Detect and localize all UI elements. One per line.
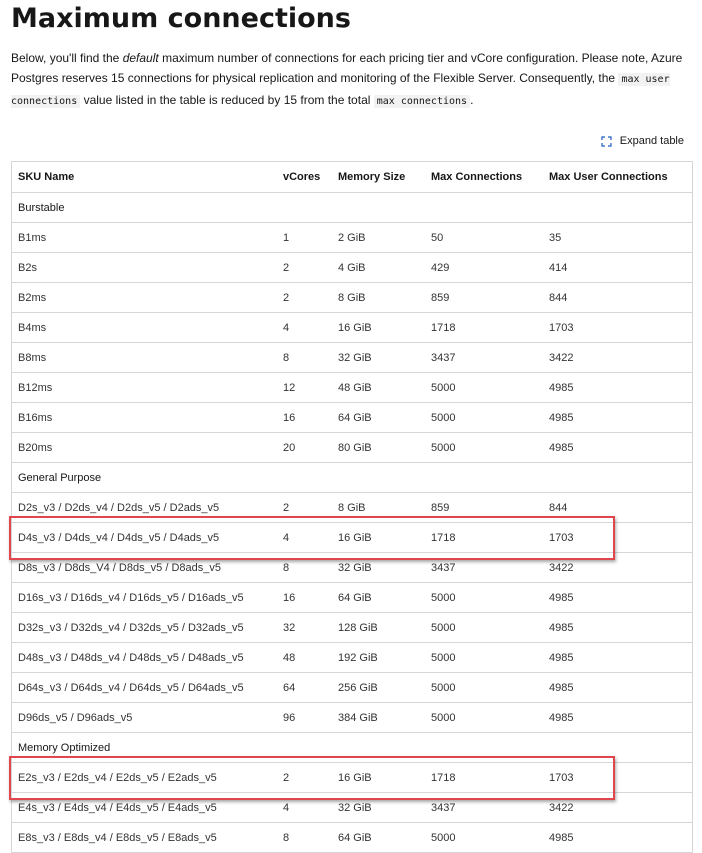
intro-text: . (470, 93, 474, 107)
max-connections-cell: 50 (425, 223, 543, 253)
max-connections-cell: 5000 (425, 823, 543, 853)
sku-name-cell: B1ms (12, 223, 277, 253)
max-user-connections-cell: 844 (543, 493, 692, 523)
sku-name-cell: E2s_v3 / E2ds_v4 / E2ds_v5 / E2ads_v5 (12, 763, 277, 793)
table-row (12, 643, 692, 673)
sku-name-cell: B20ms (12, 433, 277, 463)
vcores-cell: 16 (277, 583, 332, 613)
memory-size-cell: 32 GiB (332, 553, 425, 583)
sku-name-cell: B8ms (12, 343, 277, 373)
max-user-connections-cell: 4985 (543, 433, 692, 463)
vcores-cell: 96 (277, 703, 332, 733)
sku-name-cell: D96ds_v5 / D96ads_v5 (12, 703, 277, 733)
vcores-cell: 8 (277, 343, 332, 373)
memory-size-cell: 16 GiB (332, 523, 425, 553)
max-connections-cell: 5000 (425, 583, 543, 613)
table-row (12, 583, 692, 613)
code-max-connections: max connections (374, 95, 470, 108)
memory-size-cell: 16 GiB (332, 763, 425, 793)
memory-size-cell: 192 GiB (332, 643, 425, 673)
sku-name-cell: D48s_v3 / D48ds_v4 / D48ds_v5 / D48ads_v5 (12, 643, 277, 673)
connections-table (11, 161, 693, 853)
max-user-connections-cell: 1703 (543, 763, 692, 793)
table-row (12, 613, 692, 643)
group-label: General Purpose (12, 463, 692, 493)
intro-emphasis: default (122, 51, 159, 65)
table-header-row (12, 162, 692, 193)
vcores-cell: 12 (277, 373, 332, 403)
max-connections-cell: 1718 (425, 763, 543, 793)
sku-name-cell: D16s_v3 / D16ds_v4 / D16ds_v5 / D16ads_v5 (12, 583, 277, 613)
vcores-cell: 8 (277, 553, 332, 583)
sku-name-cell: E4s_v3 / E4ds_v4 / E4ds_v5 / E4ads_v5 (12, 793, 277, 823)
table-row (12, 493, 692, 523)
sku-name-cell: B12ms (12, 373, 277, 403)
max-user-connections-cell: 4985 (543, 583, 692, 613)
max-connections-cell: 5000 (425, 643, 543, 673)
sku-name-cell: D8s_v3 / D8ds_V4 / D8ds_v5 / D8ads_v5 (12, 553, 277, 583)
max-connections-cell: 5000 (425, 433, 543, 463)
sku-name-cell: B16ms (12, 403, 277, 433)
table-row (12, 283, 692, 313)
sku-name-cell: B4ms (12, 313, 277, 343)
memory-size-cell: 64 GiB (332, 403, 425, 433)
intro-text: Below, you'll find the (11, 51, 123, 65)
vcores-cell: 48 (277, 643, 332, 673)
max-connections-cell: 5000 (425, 403, 543, 433)
vcores-cell: 2 (277, 763, 332, 793)
max-user-connections-cell: 4985 (543, 613, 692, 643)
group-row (12, 733, 692, 763)
memory-size-cell: 4 GiB (332, 253, 425, 283)
expand-table-button[interactable] (601, 135, 684, 147)
vcores-cell: 2 (277, 493, 332, 523)
memory-size-cell: 2 GiB (332, 223, 425, 253)
memory-size-cell: 32 GiB (332, 793, 425, 823)
max-user-connections-cell: 4985 (543, 403, 692, 433)
max-connections-cell: 859 (425, 493, 543, 523)
vcores-cell: 4 (277, 793, 332, 823)
vcores-cell: 4 (277, 313, 332, 343)
memory-size-cell: 32 GiB (332, 343, 425, 373)
sku-name-cell: D64s_v3 / D64ds_v4 / D64ds_v5 / D64ads_v5 (12, 673, 277, 703)
max-user-connections-cell: 844 (543, 283, 692, 313)
vcores-cell: 8 (277, 823, 332, 853)
sku-name-cell: D2s_v3 / D2ds_v4 / D2ds_v5 / D2ads_v5 (12, 493, 277, 523)
max-user-connections-cell: 4985 (543, 823, 692, 853)
vcores-cell: 2 (277, 283, 332, 313)
group-label: Burstable (12, 193, 692, 223)
max-user-connections-cell: 3422 (543, 793, 692, 823)
vcores-cell: 16 (277, 403, 332, 433)
table-row (12, 373, 692, 403)
max-connections-cell: 5000 (425, 613, 543, 643)
group-label: Memory Optimized (12, 733, 692, 763)
memory-size-cell: 8 GiB (332, 493, 425, 523)
memory-size-cell: 80 GiB (332, 433, 425, 463)
sku-name-cell: D4s_v3 / D4ds_v4 / D4ds_v5 / D4ads_v5 (12, 523, 277, 553)
column-header-max-user-connections: Max User Connections (543, 162, 692, 193)
max-connections-cell: 859 (425, 283, 543, 313)
max-user-connections-cell: 414 (543, 253, 692, 283)
table-row (12, 793, 692, 823)
max-user-connections-cell: 4985 (543, 643, 692, 673)
expand-table-label: Expand table (619, 135, 684, 147)
max-user-connections-cell: 3422 (543, 553, 692, 583)
memory-size-cell: 64 GiB (332, 583, 425, 613)
memory-size-cell: 48 GiB (332, 373, 425, 403)
table-row-highlighted (12, 763, 692, 793)
max-connections-cell: 1718 (425, 313, 543, 343)
expand-icon (601, 136, 612, 147)
table-row (12, 403, 692, 433)
max-user-connections-cell: 3422 (543, 343, 692, 373)
table-body (12, 193, 692, 853)
max-connections-cell: 429 (425, 253, 543, 283)
intro-text: value listed in the table is reduced by 15 from the total (80, 93, 374, 107)
memory-size-cell: 128 GiB (332, 613, 425, 643)
max-user-connections-cell: 4985 (543, 673, 692, 703)
max-user-connections-cell: 4985 (543, 373, 692, 403)
group-row (12, 193, 692, 223)
max-user-connections-cell: 4985 (543, 703, 692, 733)
memory-size-cell: 16 GiB (332, 313, 425, 343)
column-header-sku-name: SKU Name (12, 162, 277, 193)
table-row (12, 673, 692, 703)
column-header-vcores: vCores (277, 162, 332, 193)
table-row (12, 703, 692, 733)
max-user-connections-cell: 1703 (543, 313, 692, 343)
code-max-user-connections: max user connections (11, 74, 670, 107)
table-row-highlighted (12, 523, 692, 553)
intro-paragraph (11, 48, 696, 112)
column-header-memory-size: Memory Size (332, 162, 425, 193)
page-title: Maximum connections (11, 3, 351, 34)
memory-size-cell: 64 GiB (332, 823, 425, 853)
table-row (12, 253, 692, 283)
sku-name-cell: E8s_v3 / E8ds_v4 / E8ds_v5 / E8ads_v5 (12, 823, 277, 853)
max-connections-cell: 3437 (425, 343, 543, 373)
max-user-connections-cell: 35 (543, 223, 692, 253)
sku-name-cell: B2s (12, 253, 277, 283)
memory-size-cell: 384 GiB (332, 703, 425, 733)
column-header-max-connections: Max Connections (425, 162, 543, 193)
memory-size-cell: 256 GiB (332, 673, 425, 703)
group-row (12, 463, 692, 493)
vcores-cell: 4 (277, 523, 332, 553)
max-user-connections-cell: 1703 (543, 523, 692, 553)
table-row (12, 553, 692, 583)
max-connections-cell: 1718 (425, 523, 543, 553)
memory-size-cell: 8 GiB (332, 283, 425, 313)
vcores-cell: 32 (277, 613, 332, 643)
intro-text: maximum number of connections for each pricing tier and vCore configuration. Please note, Azure Postgres reserves 15 connections for physical replication and monitoring of the Flexible Server. Consequently, the (11, 51, 683, 85)
sku-name-cell: B2ms (12, 283, 277, 313)
max-connections-cell: 3437 (425, 793, 543, 823)
vcores-cell: 2 (277, 253, 332, 283)
table-row (12, 433, 692, 463)
vcores-cell: 1 (277, 223, 332, 253)
table-row (12, 313, 692, 343)
table-row (12, 823, 692, 853)
max-connections-cell: 5000 (425, 703, 543, 733)
table-row (12, 343, 692, 373)
max-connections-cell: 5000 (425, 373, 543, 403)
max-connections-cell: 3437 (425, 553, 543, 583)
table-row (12, 223, 692, 253)
vcores-cell: 20 (277, 433, 332, 463)
vcores-cell: 64 (277, 673, 332, 703)
max-connections-cell: 5000 (425, 673, 543, 703)
sku-name-cell: D32s_v3 / D32ds_v4 / D32ds_v5 / D32ads_v5 (12, 613, 277, 643)
